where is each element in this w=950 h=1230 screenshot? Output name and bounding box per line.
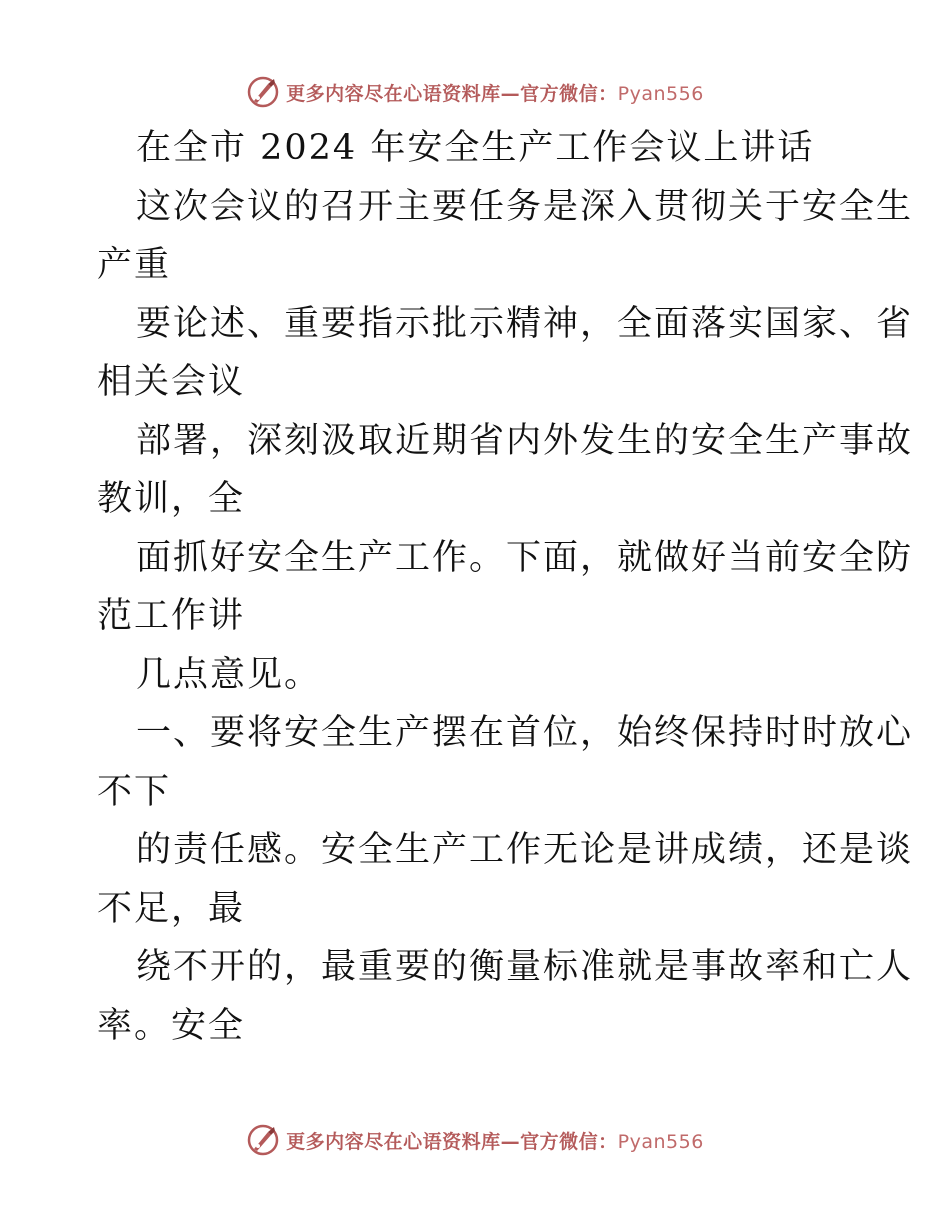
body-line: 相关会议 [97, 362, 246, 402]
body-line: 率。安全 [97, 1006, 246, 1046]
body-line: 范工作讲 [97, 596, 246, 636]
wechat-id: Pyan556 [617, 1130, 704, 1153]
header-banner [0, 72, 950, 112]
body-line: 不下 [97, 772, 172, 812]
body-line: 几点意见。 [136, 655, 322, 695]
body-line: 不足，最 [97, 889, 246, 929]
body-line: 绕不开的，最重要的衡量标准就是事故率和亡人 [136, 947, 914, 987]
body-line: 要论述、重要指示批示精神，全面落实国家、省 [136, 304, 914, 344]
quill-pen-icon [246, 75, 280, 109]
footer-banner [0, 1120, 950, 1160]
quill-pen-icon [246, 1123, 280, 1157]
body-line: 这次会议的召开主要任务是深入贯彻关于安全生 [136, 187, 914, 227]
wechat-id: Pyan556 [617, 82, 704, 105]
document-title: 在全市 2024 年安全生产工作会议上讲话 [136, 128, 815, 168]
body-line: 部署，深刻汲取近期省内外发生的安全生产事故 [136, 421, 914, 461]
banner-text: 更多内容尽在心语资料库—官方微信：Pyan556 [286, 82, 704, 105]
body-line: 面抓好安全生产工作。下面，就做好当前安全防 [136, 538, 914, 578]
section-heading-line: 一、要将安全生产摆在首位，始终保持时时放心 [136, 713, 914, 753]
banner-text: 更多内容尽在心语资料库—官方微信：Pyan556 [286, 1130, 704, 1153]
body-line: 的责任感。安全生产工作无论是讲成绩，还是谈 [136, 830, 914, 870]
body-line: 教训，全 [97, 479, 246, 519]
body-line: 产重 [97, 245, 172, 285]
